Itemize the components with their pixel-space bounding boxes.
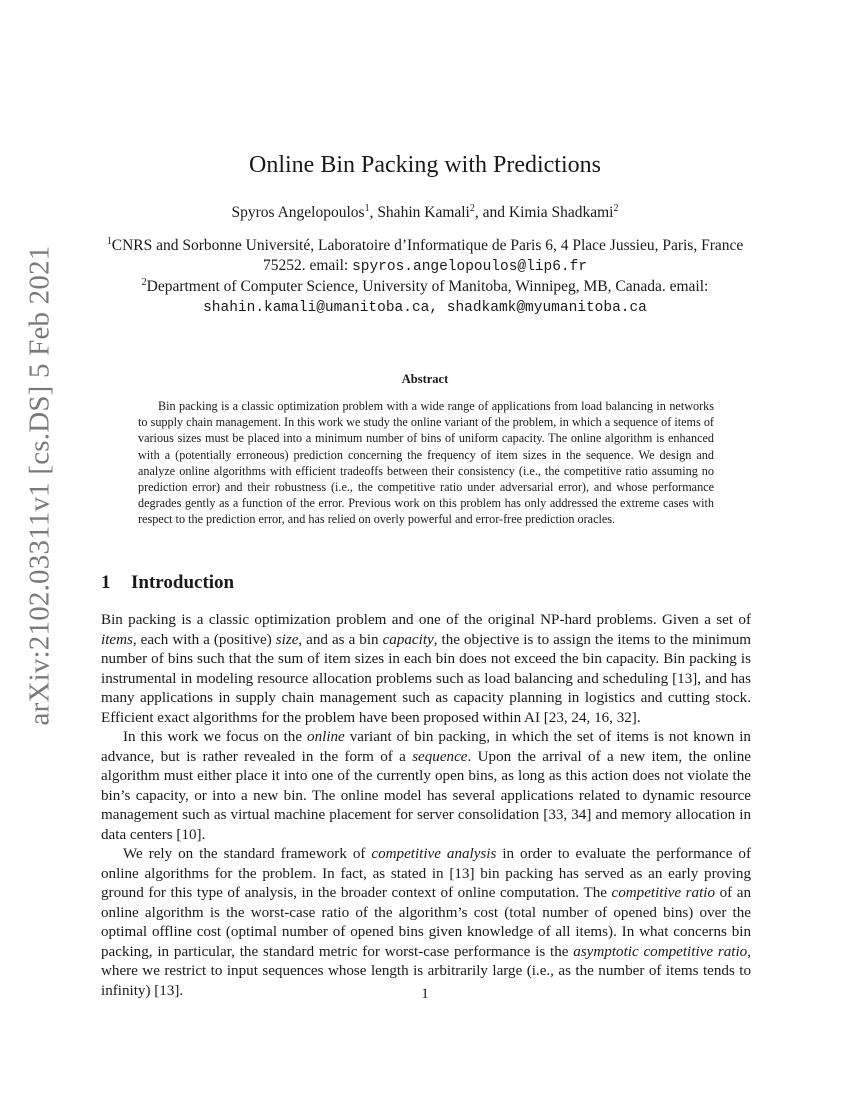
emphasis: capacity <box>382 631 434 648</box>
arxiv-identifier: arXiv:2102.03311v1 [cs.DS] 5 Feb 2021 <box>23 245 56 725</box>
email-address[interactable]: spyros.angelopoulos@lip6.fr <box>352 259 588 275</box>
text-run: , and as a bin <box>298 631 383 648</box>
author-list: Spyros Angelopoulos$^1$, Shahin Kamali$^2$, and Kimia Shadkami$^2$ <box>231 203 619 221</box>
author-name: and Kimia Shadkami <box>482 204 614 221</box>
text-run: . Upon the arrival of a new item, the online algorithm must either place it into one of the currently open bins, as long as this action does not violate the bin’s capacity, or into a new bin. The online model has several applications related to dynamic resource management such as virtual machine placement for server consolidation [33, 34] and memory allocation in data centers [10]. <box>101 748 751 843</box>
arxiv-sidebar <box>15 245 65 725</box>
emphasis: items <box>101 631 133 648</box>
emphasis: competitive ratio <box>611 885 716 901</box>
affiliations <box>100 236 750 318</box>
affiliation-marker: 2 <box>141 277 147 288</box>
text-run: We rely on the standard framework of <box>123 846 372 862</box>
affiliation-marker: 2 <box>469 203 475 214</box>
affiliation-marker: 2 <box>613 203 619 214</box>
text-run: variant of bin packing, in which the set of items is not known in advance, but is rather revealed in the form of a <box>101 729 751 765</box>
abstract-heading: Abstract <box>401 372 449 386</box>
text-run: , each with a (positive) <box>132 631 276 648</box>
text-run: , the objective is to assign the items to the minimum number of bins such that the sum of item sizes in each bin does not exceed the bin capacity. Bin packing is instrumental in modeling resource allocation problems such as load balancing and scheduling [13], and has many applications in supply chain management such as capacity planning in logistics and cutting stock. Efficient exact algorithms for the problem have been proposed within AI [23, 24, 16, 32]. <box>101 631 751 726</box>
text-run: in order to evaluate the performance of online algorithms for the problem. In fact, as stated in [13] bin packing has served as an early proving ground for this type of analysis, in the broader context of online computation. The <box>101 846 751 901</box>
author-name: Shahin Kamali <box>377 204 470 221</box>
emphasis: sequence <box>412 748 468 765</box>
text-run: In this work we focus on the <box>123 729 308 745</box>
section-heading <box>101 572 234 594</box>
section-number: 1 <box>101 572 111 593</box>
affiliation-text: CNRS and Sorbonne Université, Laboratoire d’Informatique de Paris 6, 4 Place Jussieu, Paris, France 75252. email: <box>111 237 744 274</box>
paragraph <box>101 611 751 728</box>
paragraph <box>101 728 751 845</box>
affiliation-marker: 1 <box>364 203 370 214</box>
abstract-body: Bin packing is a classic optimization problem with a wide range of applications from load balancing in networks to supply chain management. In this work we study the online variant of the problem, in which a sequence of items of various sizes must be placed into a minimum number of bins of uniform capacity. The online algorithm is enhanced with a (potentially erroneous) prediction concerning the frequency of item sizes in the sequence. We design and analyze online algorithms with efficient tradeoffs between their consistency (i.e., the competitive ratio assuming no prediction error) and their robustness (i.e., the competitive ratio under adversarial error), and whose performance degrades gently as a function of the error. Previous work on this problem has only addressed the extreme cases with respect to the prediction error, and has relied on overly powerful and error-free prediction oracles. <box>138 399 714 527</box>
affiliation-marker: 1 <box>106 236 112 247</box>
paper-title: Online Bin Packing with Predictions <box>249 152 601 178</box>
text-run: of an online algorithm is the worst-case ratio of the algorithm’s cost (total number of opened bins) over the optimal offline cost (optimal number of opened bins given knowledge of all items). In what concerns bin packing, in particular, the standard metric for worst-case performance is the <box>101 885 751 960</box>
section-title: Introduction <box>131 572 235 593</box>
affiliation-text: Department of Computer Science, University of Manitoba, Winnipeg, MB, Canada. email: <box>146 278 709 295</box>
emphasis: asymptotic competitive ratio <box>573 943 748 960</box>
author-name: Spyros Angelopoulos <box>231 204 365 221</box>
email-address[interactable]: shahin.kamali@umanitoba.ca, shadkamk@myumanitoba.ca <box>203 300 647 316</box>
emphasis: competitive analysis <box>371 846 497 862</box>
text-run: Bin packing is a classic optimization problem and one of the original NP-hard problems. Given a set of <box>101 612 751 628</box>
text-run: , where we restrict to input sequences whose length is arbitrarily large (i.e., as the number of items tends to infinity) [13]. <box>101 943 751 999</box>
emphasis: size <box>275 631 299 648</box>
body-text <box>101 611 751 1001</box>
page-number: 1 <box>421 986 429 1002</box>
emphasis: online <box>307 729 345 745</box>
paragraph <box>101 845 751 1001</box>
